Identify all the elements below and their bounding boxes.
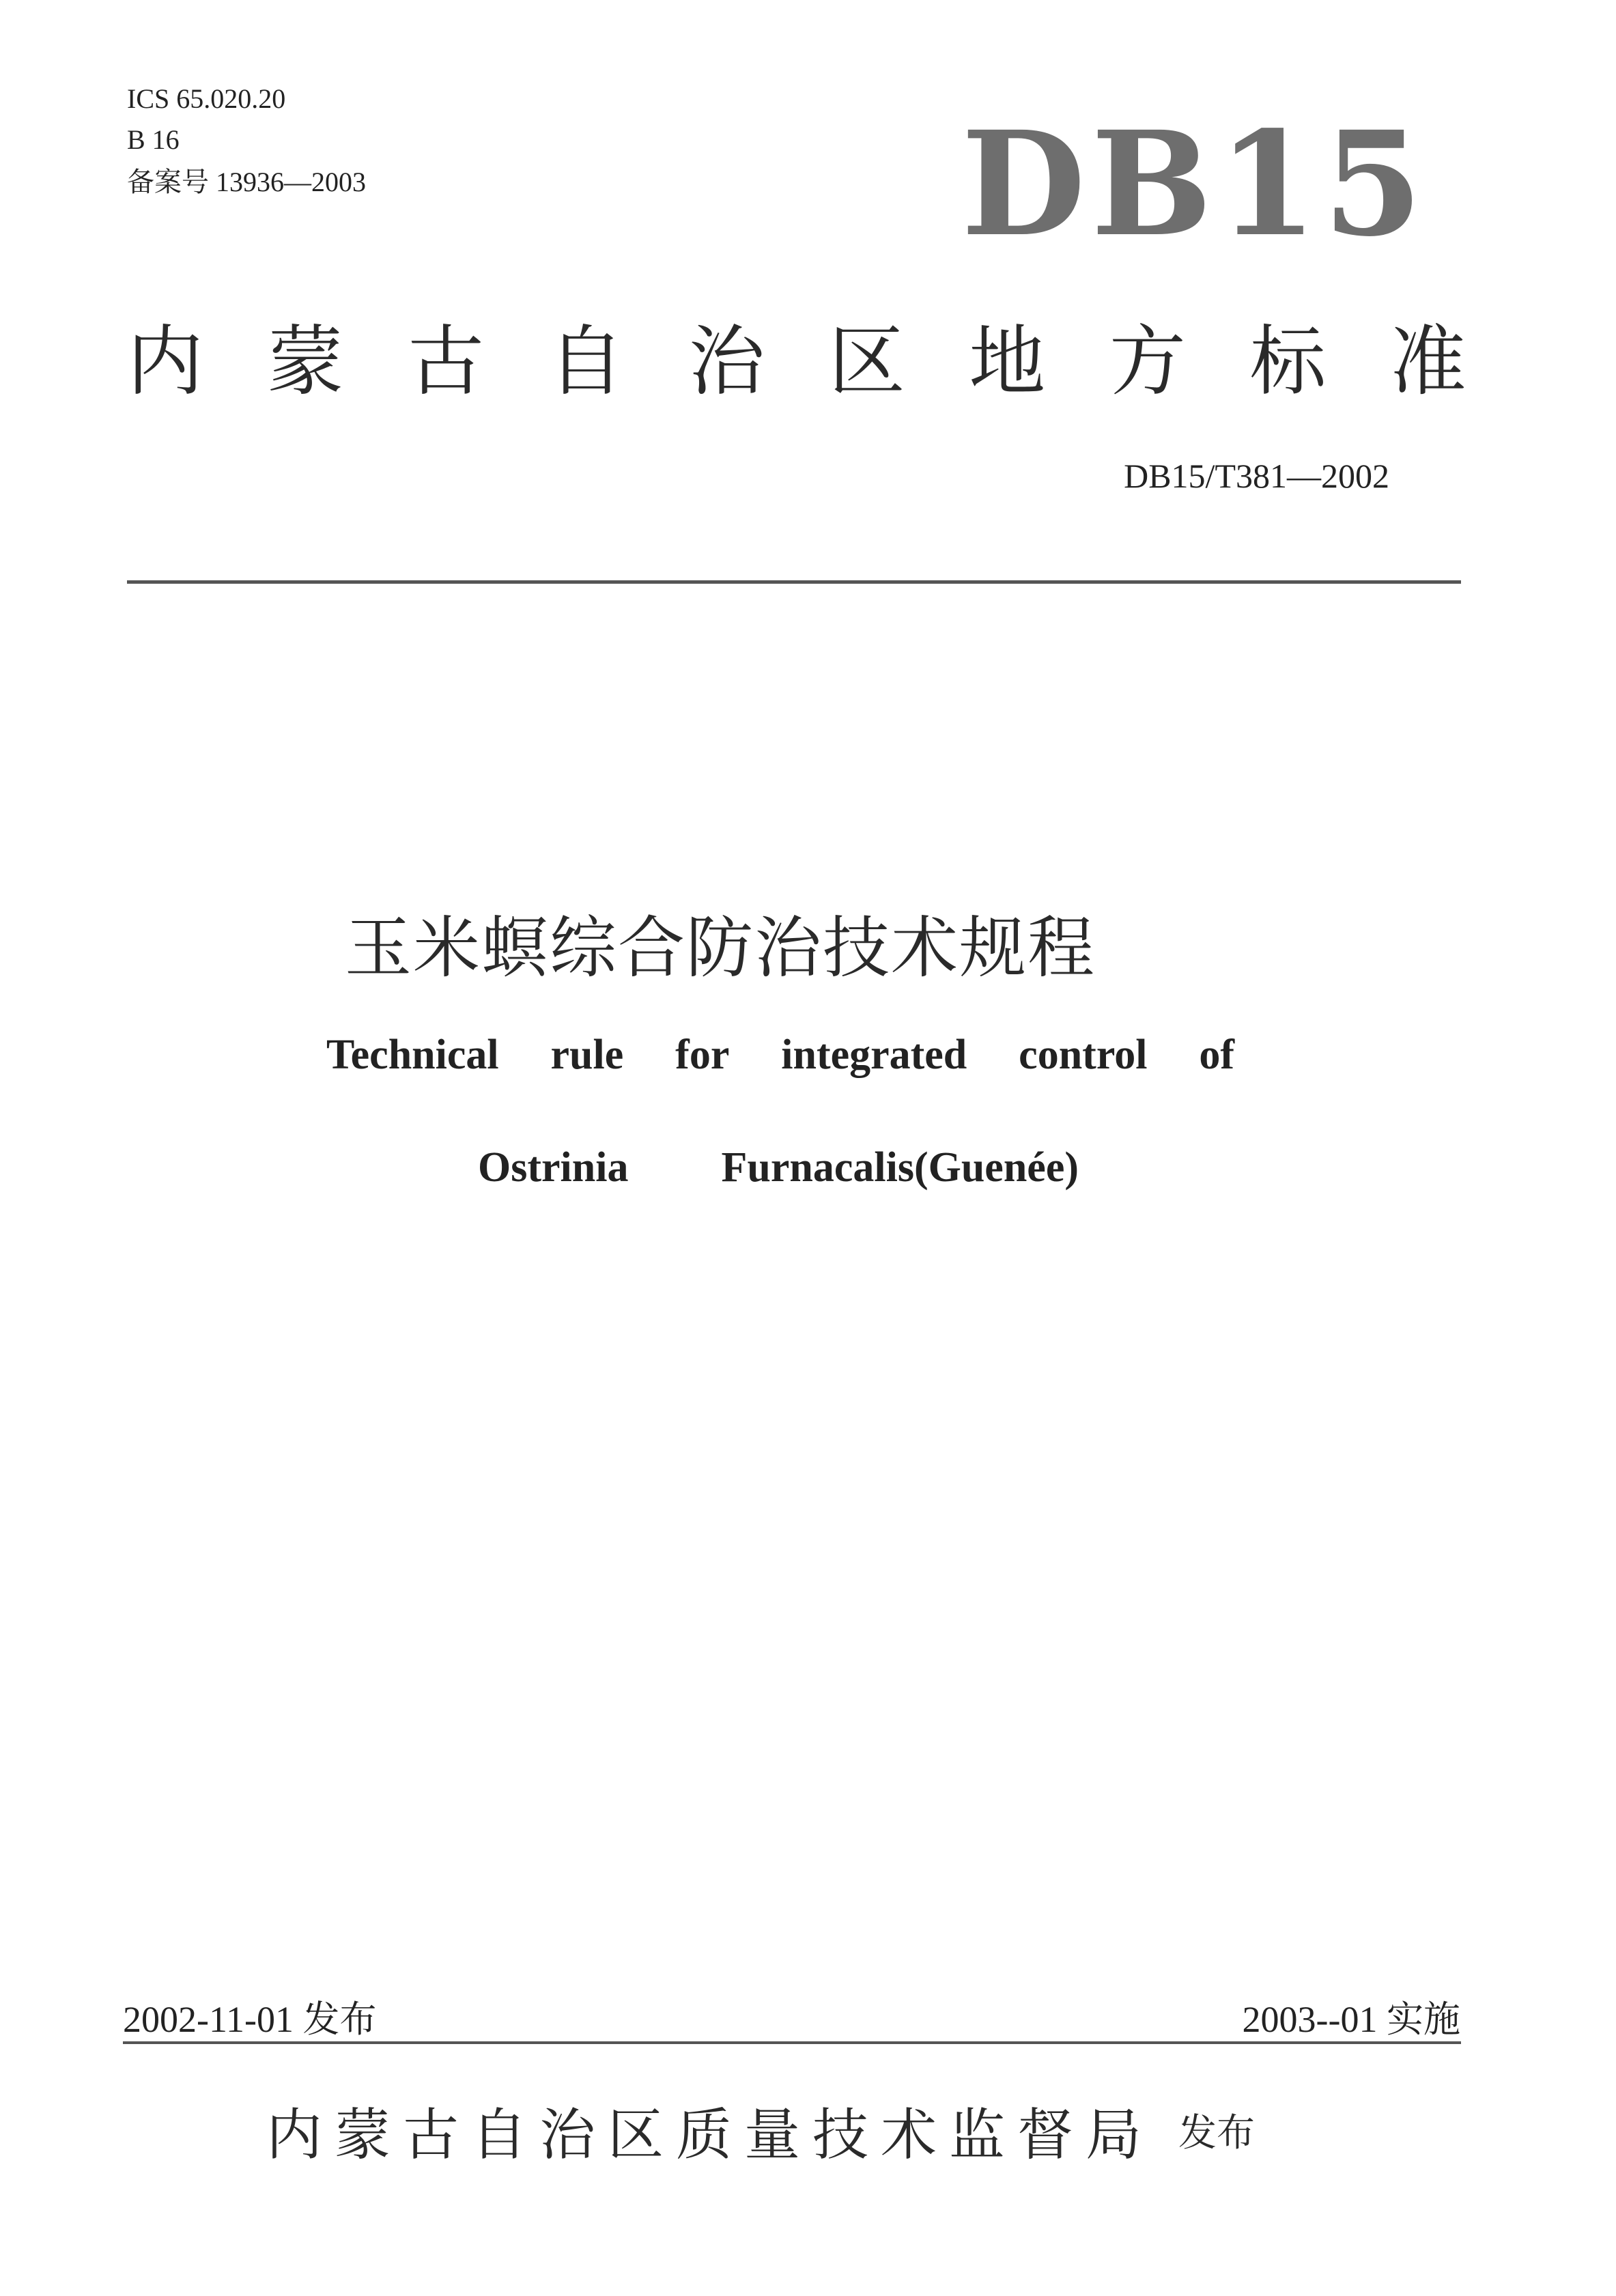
english-title-word: rule	[550, 1032, 624, 1078]
publisher-name: 内蒙古自治区质量技术监督局	[266, 2102, 1154, 2168]
standard-number: DB15/T381—2002	[1124, 457, 1389, 495]
org-title-char: 地	[969, 317, 1046, 406]
english-title-word: control	[1019, 1032, 1148, 1078]
english-title-word: Furnacalis(Guenée)	[721, 1144, 1079, 1191]
english-title-line-1	[326, 1031, 1234, 1079]
org-title-char: 蒙	[267, 317, 344, 406]
org-title-char: 古	[408, 317, 485, 406]
filing-number: 备案号 13936—2003	[127, 167, 366, 197]
org-title-char: 自	[548, 317, 625, 406]
org-title-char: 内	[127, 317, 203, 406]
english-title-word: for	[675, 1032, 730, 1078]
org-title-char: 区	[828, 317, 905, 406]
org-title-char: 准	[1389, 317, 1466, 406]
org-title-char: 治	[688, 317, 765, 406]
header-divider	[127, 580, 1461, 584]
english-title-word: of	[1199, 1032, 1234, 1078]
ics-code: ICS 65.020.20	[127, 83, 286, 114]
footer-divider	[123, 2041, 1461, 2044]
publish-label: 发布	[1178, 2111, 1256, 2155]
english-title-word: Ostrinia	[478, 1144, 629, 1191]
english-title-line-2	[478, 1144, 1079, 1192]
org-title-char: 方	[1109, 317, 1186, 406]
implementation-date: 2003--01 实施	[1242, 1999, 1460, 2040]
standard-type-title	[127, 304, 1466, 406]
chinese-title: 玉米螟综合防治技术规程	[345, 909, 1096, 987]
english-title-word: integrated	[781, 1032, 967, 1078]
db15-logo: DB15	[961, 100, 1428, 268]
english-title-word: Technical	[326, 1032, 499, 1078]
classification-code: B 16	[127, 124, 180, 155]
org-title-char: 标	[1249, 317, 1327, 406]
issue-date: 2002-11-01 发布	[123, 1999, 377, 2040]
publisher-line	[266, 2089, 1372, 2171]
